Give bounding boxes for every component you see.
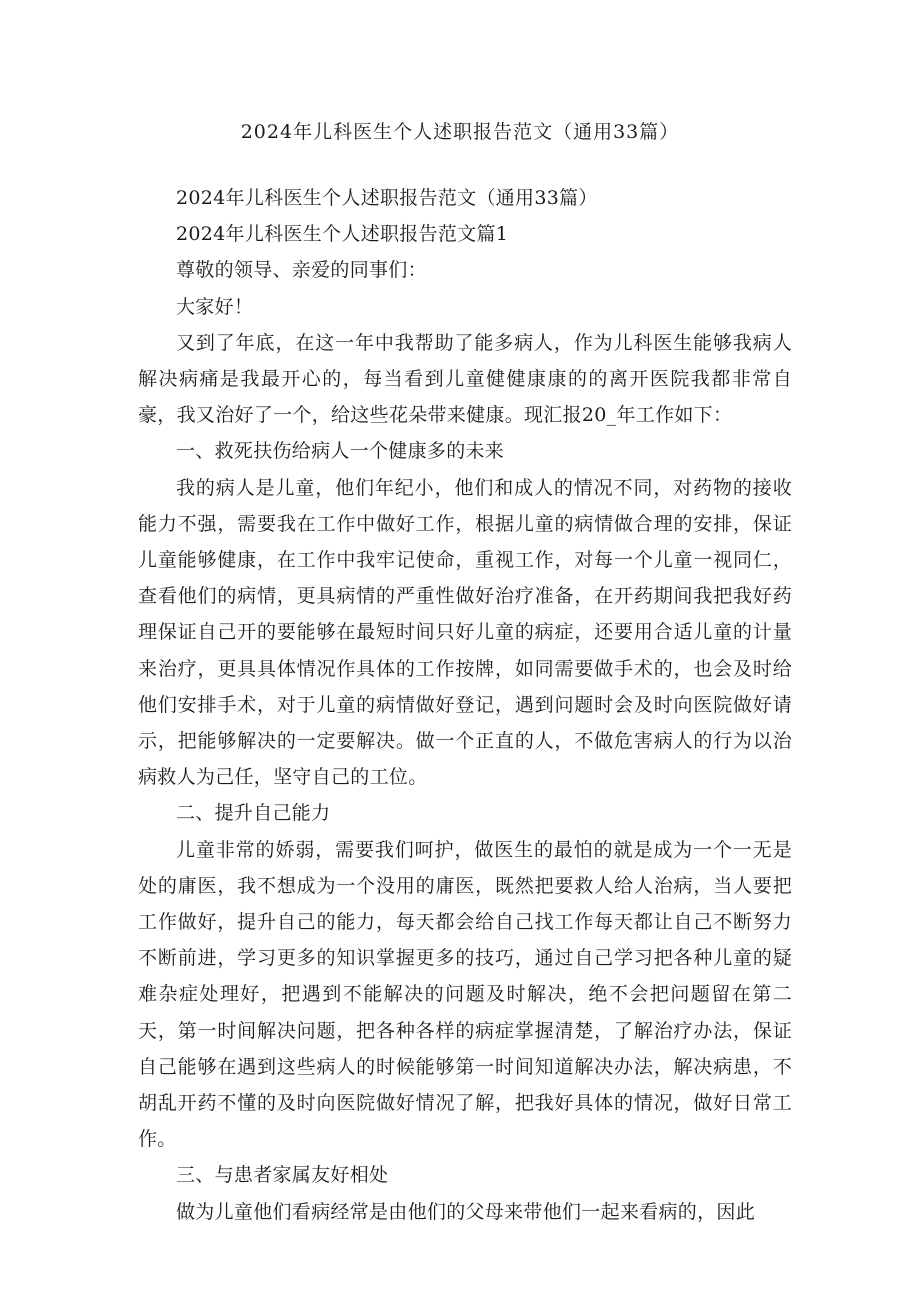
heading-two: 二、提升自己能力 — [176, 802, 331, 825]
repeated-title-paragraph: 2024年儿科医生个人述职报告范文（通用33篇） — [176, 187, 598, 209]
paragraph-three: 做为儿童他们看病经常是由他们的父母来带他们一起来看病的，因此 — [176, 1200, 756, 1223]
document-body — [138, 180, 792, 1230]
intro-paragraph: 又到了年底，在这一年中我帮助了能多病人，作为儿科医生能够我病人解决病痛是我最开心的，每当看到儿童健健康康的的离开医院我都非常自豪，我又治好了一个，给这些花朵带来健康。现汇报20_年工作如下： — [138, 331, 792, 427]
section-heading-part-1: 2024年儿科医生个人述职报告范文篇1 — [176, 223, 509, 246]
heading-one: 一、救死扶伤给病人一个健康多的未来 — [176, 440, 505, 463]
paragraph-two: 儿童非常的娇弱，需要我们呵护，做医生的最怕的就是成为一个一无是处的庸医，我不想成为一个没用的庸医，既然把要救人给人治病，当人要把工作做好，提升自己的能力，每天都会给自己找工作每天都让自己不断努力不断前进，学习更多的知识掌握更多的技巧，通过自己学习把各种儿童的疑难杂症处理好，把遇到不能解决的问题及时解决，绝不会把问题留在第二天，第一时间解决问题，把各种各样的病症掌握清楚，了解治疗办法，保证自己能够在遇到这些病人的时候能够第一时间知道解决办法，解决病患，不胡乱开药不懂的及时向医院做好情况了解，把我好具体的情况，做好日常工作。 — [138, 838, 792, 1151]
salutation: 尊敬的领导、亲爱的同事们： — [176, 259, 427, 282]
document-title: 2024年儿科医生个人述职报告范文（通用33篇） — [240, 121, 680, 143]
greeting: 大家好！ — [176, 295, 254, 318]
heading-three: 三、与患者家属友好相处 — [176, 1164, 389, 1187]
paragraph-one: 我的病人是儿童，他们年纪小，他们和成人的情况不同，对药物的接收能力不强，需要我在工作中做好工作，根据儿童的病情做合理的安排，保证儿童能够健康，在工作中我牢记使命，重视工作，对每一个儿童一视同仁，查看他们的病情，更具病情的严重性做好治疗准备，在开药期间我把我好药理保证自己开的要能够在最短时间只好儿童的病症，还要用合适儿童的计量来治疗，更具具体情况作具体的工作按牌，如同需要做手术的，也会及时给他们安排手术，对于儿童的病情做好登记，遇到问题时会及时向医院做好请示，把能够解决的一定要解决。做一个正直的人，不做危害病人的行为以治病救人为己任，坚守自己的工位。 — [138, 476, 792, 789]
